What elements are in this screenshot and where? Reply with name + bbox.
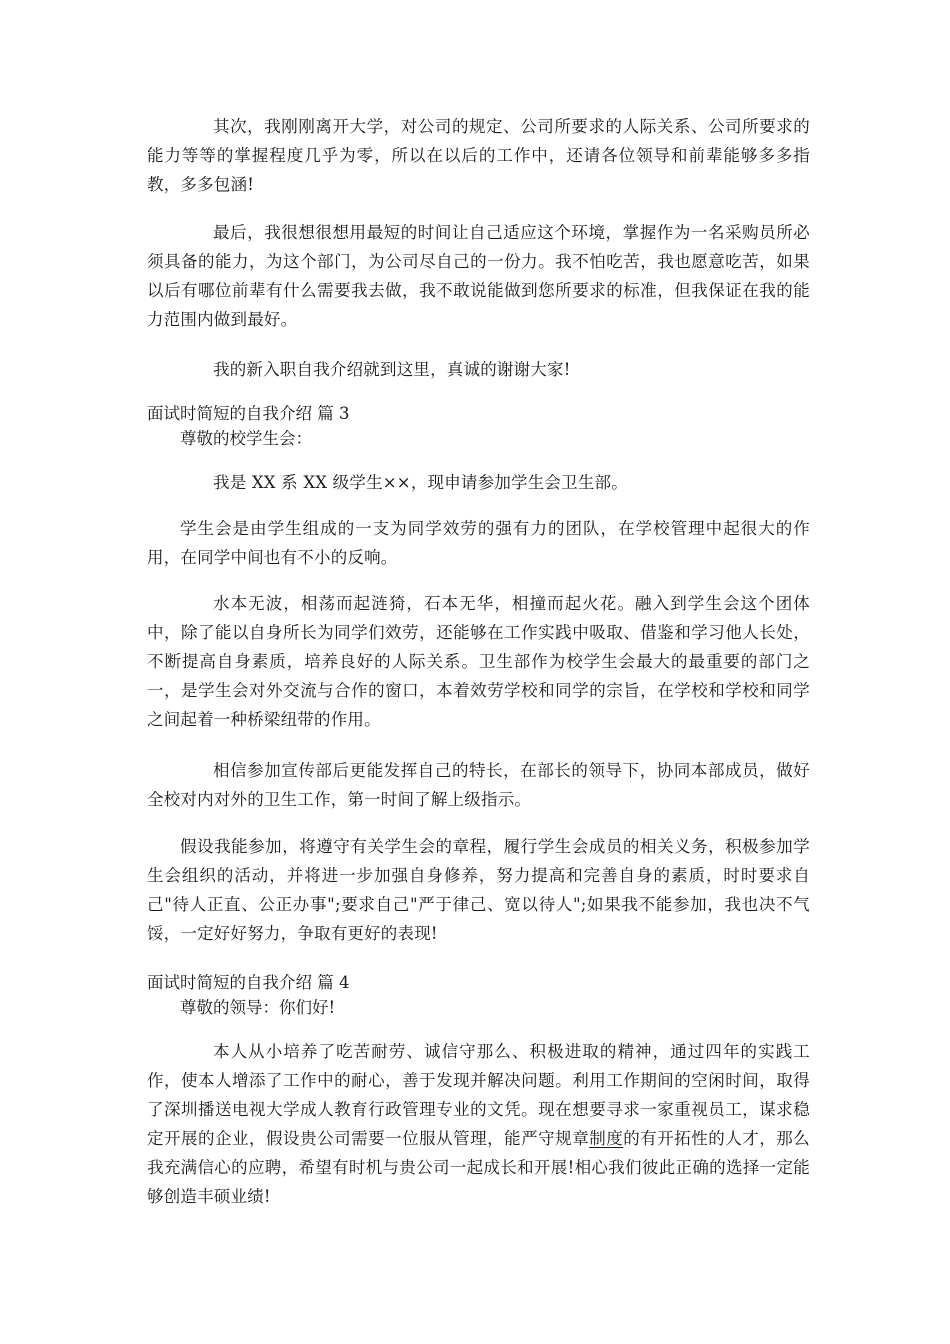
paragraph-7: 相信参加宣传部后更能发挥自己的特长，在部长的领导下，协同本部成员，做好全校对内对外的卫生工作，第一时间了解上级指示。 [147,761,810,809]
paragraph-3: 我的新入职自我介绍就到这里，真诚的谢谢大家! [213,360,571,379]
paragraph-4: 我是 XX 系 XX 级学生××，现申请参加学生会卫生部。 [213,473,628,492]
paragraph-1: 其次，我刚刚离开大学，对公司的规定、公司所要求的人际关系、公司所要求的能力等等的掌握程度几乎为零，所以在以后的工作中，还请各位领导和前辈能够多多指教，多多包涵! [147,117,810,194]
paragraph-9 [147,1037,810,1211]
paragraph-2: 最后，我很想很想用最短的时间让自己适应这个环境，掌握作为一名采购员所必须具备的能力，为这个部门，为公司尽自己的一份力。我不怕吃苦，我也愿意吃苦，如果以后有哪位前辈有什么需要我去做，我不敢说能做到您所要求的标准，但我保证在我的能力范围内做到最好。 [147,223,810,329]
paragraph-9-part-2: 的有开拓性的人才，那么我充满信心的应聘，希望有时机与贵公司一起成长和开展!相心我们彼此正确的选择一定能够创造丰硕业绩! [147,1129,810,1206]
section-heading-3: 面试时简短的自我介绍 篇 3 [147,404,350,423]
paragraph-5: 学生会是由学生组成的一支为同学效劳的强有力的团队，在学校管理中起很大的作用，在同学中间也有不小的反响。 [147,519,810,567]
salutation-4: 尊敬的领导：你们好! [180,998,336,1017]
regulation-link[interactable]: 制度 [589,1129,624,1148]
paragraph-8: 假设我能参加，将遵守有关学生会的章程，履行学生会成员的相关义务，积极参加学生会组织的活动，并将进一步加强自身修养，努力提高和完善自身的素质，时时要求自己"待人正直、公正办事";要求自己"严于律己、宽以待人";如果我不能参加，我也决不气馁，一定好好努力，争取有更好的表现! [147,837,810,943]
paragraph-6: 水本无波，相荡而起涟猗，石本无华，相撞而起火花。融入到学生会这个团体中，除了能以自身所长为同学们效劳，还能够在工作实践中吸取、借鉴和学习他人长处，不断提高自身素质，培养良好的人际关系。卫生部作为校学生会最大的最重要的部门之一，是学生会对外交流与合作的窗口，本着效劳学校和同学的宗旨，在学校和学校和同学之间起着一种桥梁纽带的作用。 [147,594,810,729]
salutation-3: 尊敬的校学生会： [180,429,312,448]
section-heading-4: 面试时简短的自我介绍 篇 4 [147,973,350,992]
paragraph-9-part-1: 本人从小培养了吃苦耐劳、诚信守那么、积极进取的精神，通过四年的实践工作，使本人增添了工作中的耐心，善于发现并解决问题。利用工作期间的空闲时间，取得了深圳播送电视大学成人教育行政管理专业的文凭。现在想要寻求一家重视员工，谋求稳定开展的企业，假设贵公司需要一位服从管理，能严守规章 [147,1042,810,1148]
